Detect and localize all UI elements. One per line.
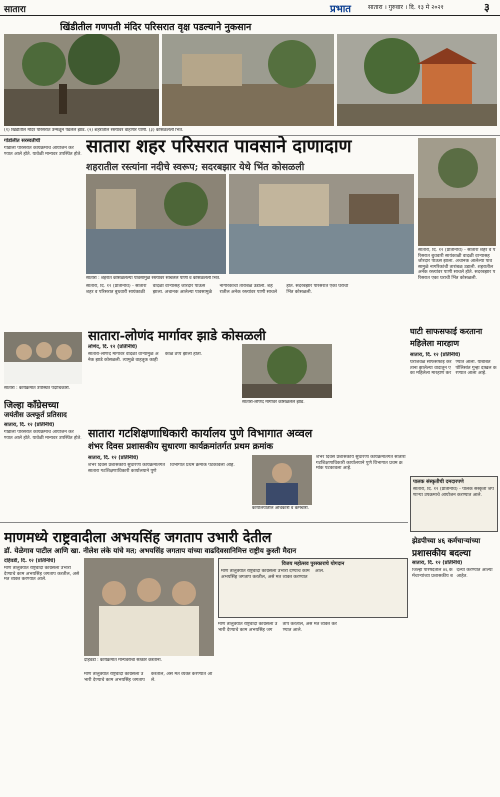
manas-subheadline: डॉ. येळेगाव पाटील आणि खा. नीलेश लंके यांचे मत; अभयसिंह जगताप यांच्या वाढदिवसानिमित्त राष्ट्रीय कुस्ती मैदान [4,546,297,555]
section-name: सातारा [4,5,26,15]
gatshikshan-byline: सातारा, दि. १२ (प्रतिनिधि) [88,455,139,461]
left-headline: जिल्हा काँग्रेसच्या [4,401,59,411]
main-photo-1 [86,174,226,274]
left-kicker: गोडोलीत सरस्वतीची [4,138,41,144]
gatshikshan-subheadline: शंभर दिवस प्रशासकीय सुधारणा कार्यक्रमांतर्गत प्रथम क्रमांक [88,442,274,452]
manas-box-body: माण तालुक्यात राष्ट्रवादी काँग्रेसला उभारी देण्याचे काम अभयसिंह जगताप करतील, असे मत व्यक्त करण्यात आले. [221,569,325,580]
top-photo-3 [337,34,497,126]
lonand-headline: सातारा-लोणंद मार्गावर झाडे कोसळली [88,329,266,344]
lonand-caption: सातारा-लोणंद मार्गावर कोसळलेले झाड. [242,400,305,405]
masthead [0,0,500,16]
right-box [410,476,498,532]
jhedpi-headline: प्रशासकीय बदल्या [412,549,471,559]
gatshikshan-headline: सातारा गटशिक्षणाधिकारी कार्यालय पुणे विभागात अव्वल [88,427,313,440]
left-photo [4,332,82,384]
left-subheadline: जयंतीस उत्स्फूर्त प्रतिसाद [4,410,67,419]
page-number: ३ [484,1,490,14]
newspaper-logo: प्रभात [330,4,352,15]
divider [0,522,408,523]
lonand-photo [242,344,332,398]
top-story-caption: (१) खिंडीतील मंदिर परिसरात उन्मळून पडलेले झाड. (२) शहरातील रस्त्यांवर वाहणारे पाणी. (३) कोसळलेली भिंत. [4,128,184,133]
manas-byline: दहिवडी, दि. १२ (प्रतिनिधि) [4,558,56,564]
lonand-body: सातारा-लोणंद मार्गावर वादळी वाऱ्यामुळे अनेक झाडे कोसळली. त्यामुळे वाहतूक काही काळ ठप्प झाली होती. [88,352,203,363]
edition-date: सातारा । गुरुवार । दि. १३ मे २०२१ [368,4,444,11]
main-caption: सातारा : शहरात कोसळलेल्या पावसामुळे रस्त्यांवर साचलेले पाणी व कोसळलेली भिंत. [86,276,221,281]
jhedpi-body: जिल्हा परिषदेतील ४६ कर्मचाऱ्यांच्या प्रशासकीय बदल्या करण्यात आल्या आहेत. [412,568,493,579]
gatshikshan-body: शंभर दिवस प्रशासकीय सुधारणा कार्यक्रमांतर्गत सातारा गटशिक्षणाधिकारी कार्यालयाने पुणे विभागात प्रथम क्रमांक पटकावला आहे. [88,463,235,474]
left-caption: सातारा : कार्यक्रमात उपस्थित पदाधिकारी. [4,386,71,391]
ghati-subheadline: महिलेला मारहाण [410,338,460,348]
top-photo-1 [4,34,159,126]
manas-headline: माणमध्ये राष्ट्रवादीला अभयसिंह जगताप उभारी देतील [4,530,272,546]
manas-caption: दहिवडी : कार्यक्रमात मान्यवरांचा सत्कार करताना. [84,658,163,663]
main-right-body: सातारा, दि. १२ (प्रतिनिधि) - सातारा शहर व परिसरात बुधवारी सायंकाळी वादळी वाऱ्यासह जोरदार पाऊस झाला. अचानक आलेल्या पावसामुळे नागरिकांची तारांबळ उडाली. शहरातील अनेक रस्त्यांवर पाणी साचले होते. सदरबझार परिसरात एका घराची भिंत कोसळली. [418,248,496,281]
top-story-headline: खिंडीतील गणपती मंदिर परिसरात वृक्ष पडल्याने नुकसान [60,22,252,33]
manas-box-headline: विजय महोत्सव पुरस्काराचे योगदान [281,561,345,567]
left-body: गोडोली परिसरात कार्यक्रमाचे आयोजन करण्यात आले होते. यावेळी मान्यवर उपस्थित होते. [4,146,82,157]
manas-body-col1: माण तालुक्यात राष्ट्रवादी काँग्रेसला उभारी देण्याचे काम अभयसिंह जगताप करतील, असे मत व्यक्त करण्यात आले. [4,566,80,583]
ghati-body: घराजवळ साफसफाई करताना झालेल्या वादातून एका महिलेला मारहाण करण्यात आली. याबाबत पोलिसांत गुन्हा दाखल करण्यात आला आहे. [410,360,497,377]
ghati-headline: घाटी साफसफाई करताना [410,326,483,336]
manas-body-col2: माण तालुक्यात राष्ट्रवादी काँग्रेसला उभारी देण्याचे काम अभयसिंह जगताप करतील, असे मत व्यक्त करण्यात आले. [84,672,213,683]
gatshikshan-photo [252,455,312,505]
manas-box [218,558,408,618]
top-photo-2 [162,34,334,126]
gatshikshan-body-2: शंभर दिवस प्रशासकीय सुधारणा कार्यक्रमांतर्गत सातारा गटशिक्षणाधिकारी कार्यालयाने पुणे विभागात प्रथम क्रमांक पटकावला आहे. [316,455,406,472]
main-photo-3 [418,138,496,246]
manas-photo [84,558,214,656]
jhedpi-byline: सातारा, दि. १२ (प्रतिनिधि) [412,560,463,566]
manas-body-col3: माण तालुक्यात राष्ट्रवादी काँग्रेसला उभारी देण्याचे काम अभयसिंह जगताप करतील, असे मत व्यक्त करण्यात आले. [218,622,337,633]
main-body: सातारा, दि. १२ (प्रतिनिधि) - सातारा शहर व परिसरात बुधवारी सायंकाळी वादळी वाऱ्यासह जोरदार पाऊस झाला. अचानक आलेल्या पावसामुळे नागरिकांची तारांबळ उडाली. शहरातील अनेक रस्त्यांवर पाणी साचले होते. सदरबझार परिसरात एका घराची भिंत कोसळली. [86,284,349,295]
jhedpi-kicker: झेडपीच्या ४६ कर्मचाऱ्यांच्या [412,536,481,545]
ghati-byline: सातारा, दि. १२ (प्रतिनिधि) [410,352,461,358]
left-byline: सातारा, दि. १२ (प्रतिनिधि) [4,422,55,428]
right-box-headline: पालक संस्कृतीची दमदारपणे [413,479,464,485]
lonand-byline: लोणंद, दि. १२ (प्रतिनिधि) [88,344,138,350]
right-box-body: सातारा, दि. १२ (प्रतिनिधि) - पालक संस्कृती जपणाऱ्या उपक्रमाचे आयोजन करण्यात आले. [413,487,494,498]
main-photo-2 [229,174,414,274]
main-subheadline: शहरातील रस्त्यांना नदीचे स्वरूप; सदरबझार येथे भिंत कोसळली [86,162,305,173]
main-headline: सातारा शहर परिसरात पावसाने दाणादाण [86,136,352,157]
gatshikshan-caption: कार्यालयातील अधिकारी व कर्मचारी. [252,506,309,511]
left-body-2: गोडोली परिसरात कार्यक्रमाचे आयोजन करण्यात आले होते. यावेळी मान्यवर उपस्थित होते. [4,430,82,441]
